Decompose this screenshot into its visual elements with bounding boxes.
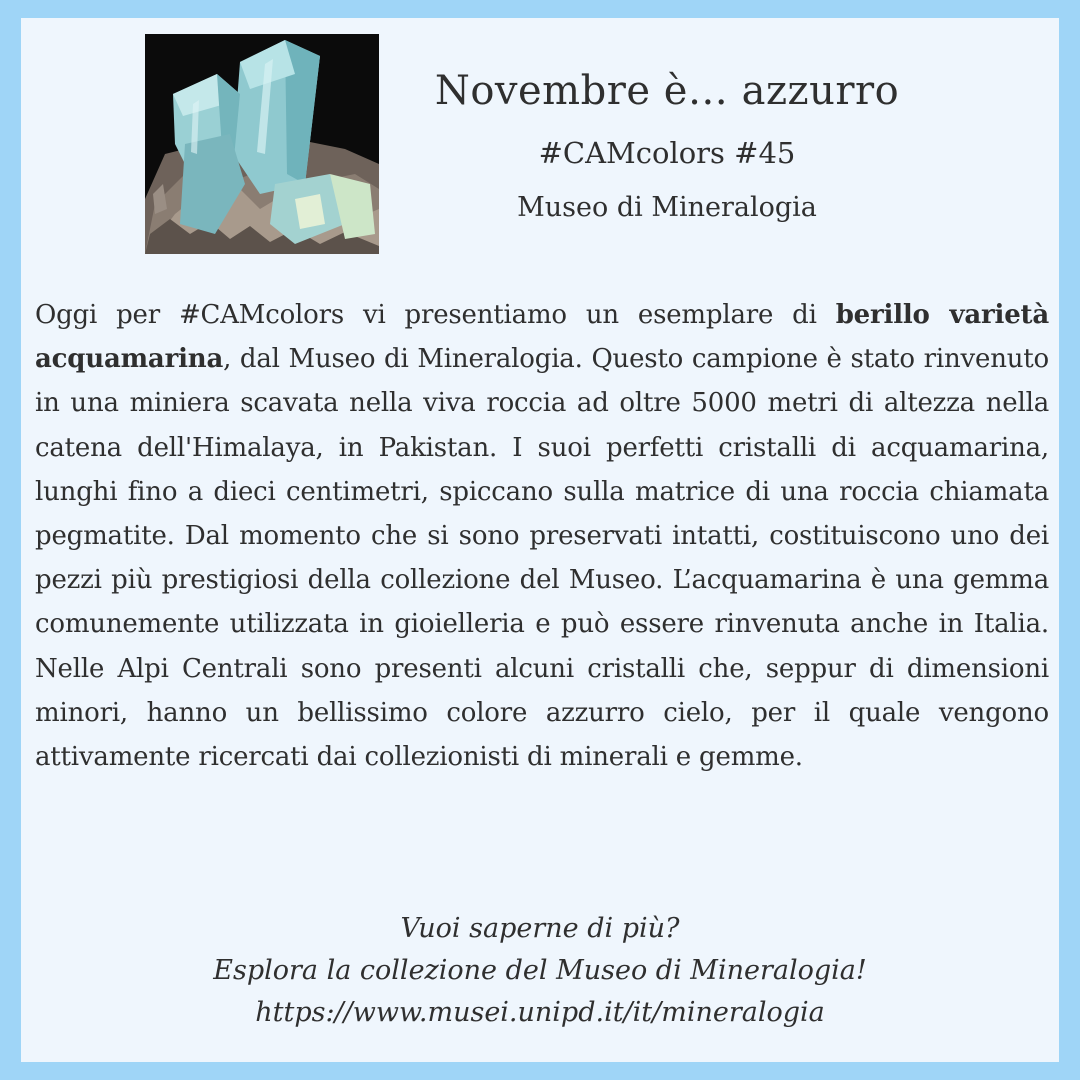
description-highlight: berillo varietà acquamarina <box>35 300 1049 375</box>
cta-question: Vuoi saperne di più? <box>400 913 680 944</box>
call-to-action <box>21 908 1059 1034</box>
post-card <box>21 18 1059 1062</box>
cta-url-link[interactable]: https://www.musei.unipd.it/it/mineralogia <box>255 997 825 1028</box>
description-intro: Oggi per #CAMcolors vi presentiamo un esemplare di <box>35 300 836 330</box>
aquamarine-crystal-image <box>145 34 379 254</box>
campaign-hashtag: #CAMcolors #45 <box>538 136 796 170</box>
description-paragraph <box>35 293 1049 779</box>
cta-explore: Esplora la collezione del Museo di Mineralogia! <box>213 955 867 986</box>
aquamarine-photo <box>145 34 379 254</box>
page-title: Novembre è… azzurro <box>434 68 900 114</box>
description-rest: , dal Museo di Mineralogia. Questo campione è stato rinvenuto in una miniera scavata nella viva roccia ad oltre 5000 metri di altezza nella catena dell'Himalaya, in Pakistan. I suoi perfetti cristalli di acquamarina, lunghi fino a dieci centimetri, spiccano sulla matrice di una roccia chiamata pegmatite. Dal momento che si sono preservati intatti, costituiscono uno dei pezzi più prestigiosi della collezione del Museo. L’acquamarina è una gemma comunemente utilizzata in gioielleria e può essere rinvenuta anche in Italia. Nelle Alpi Centrali sono presenti alcuni cristalli che, seppur di dimensioni minori, hanno un bellissimo colore azzurro cielo, per il quale vengono attivamente ricercati dai collezionisti di minerali e gemme. <box>35 344 1049 773</box>
museum-name: Museo di Mineralogia <box>517 192 817 223</box>
